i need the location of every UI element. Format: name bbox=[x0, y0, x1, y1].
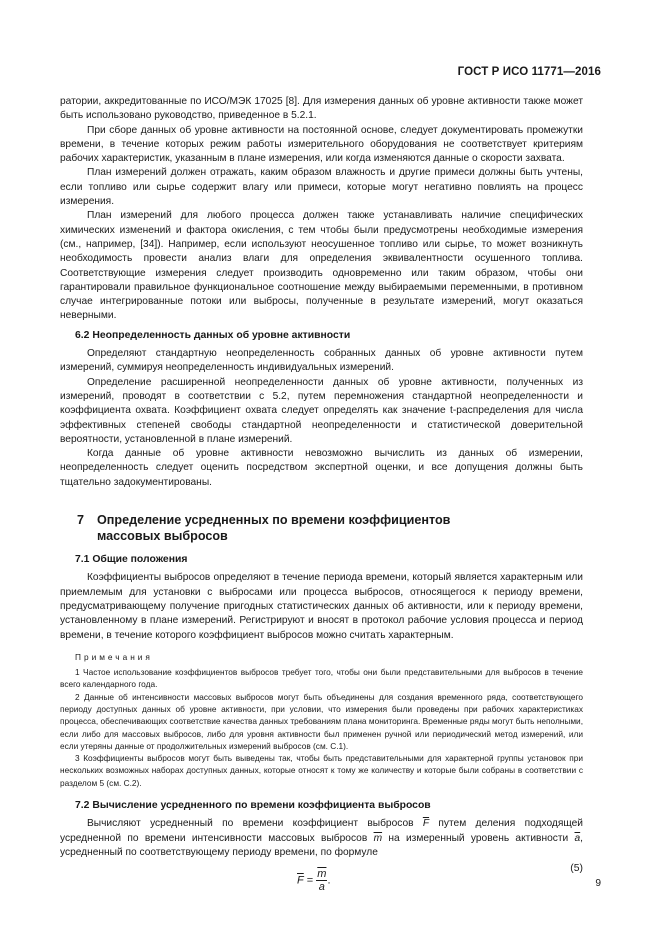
section-7-title-line2: массовых выбросов bbox=[97, 528, 228, 543]
symbol-F: $\overline{F}$ bbox=[422, 818, 430, 830]
formula-numerator: $\overline{m}$ bbox=[317, 868, 327, 881]
standard-header: ГОСТ Р ИСО 11771—2016 bbox=[457, 66, 601, 78]
body-paragraph: Коэффициенты выбросов определяют в течение периода времени, который является характерным или приемлемым для установки с выбросами или процесса выбросов, относящегося к периоду времени, предусматривающему получение пригодных статистических данных об активности, или к периоду времени, установленному в плане измерений. Регистрируют и вносят в протокол рабочие условия процесса и период времени, в течение которого коэффициент выбросов можно считать характерным. bbox=[60, 572, 583, 641]
notes-block bbox=[60, 651, 583, 789]
symbol-a: $\overline{a}$ bbox=[574, 832, 581, 844]
page-body bbox=[60, 95, 583, 896]
section-7-2-heading: 7.2 Вычисление усредненного по времени коэффициента выбросов bbox=[75, 800, 431, 812]
section-7-number: 7 bbox=[77, 513, 85, 528]
body-paragraph: Определяют стандартную неопределенность собранных данных об уровне активности путем измерений, суммируя неопределенность индивидуальных измерений. bbox=[60, 348, 583, 374]
formula-denominator: a bbox=[318, 881, 325, 894]
note-item: 3 Коэффициенты выбросов могут быть выведены так, чтобы быть представительными для характерной группы установок при нескольких возможных наборах доступных данных, которые относят к тому же количеству и которые были собраны в соответствии с разделом 5 (см. С.2). bbox=[60, 753, 583, 788]
formula-5 bbox=[60, 862, 583, 896]
formula-fraction bbox=[316, 868, 327, 893]
body-paragraph: Когда данные об уровне активности невозможно вычислить из данных об измерении, неопределенность следует оценить посредством экспертной оценки, и все допущения должны быть тщательно задокументированы. bbox=[60, 448, 583, 488]
notes-title: Примечания bbox=[75, 651, 153, 662]
section-7-title-line1: Определение усредненных по времени коэффициентов bbox=[97, 513, 451, 528]
section-6-2-heading: 6.2 Неопределенность данных об уровне активности bbox=[75, 329, 351, 341]
body-paragraph: При сборе данных об уровне активности на постоянной основе, следует документировать промежутки времени, в течение которых режим работы измерительного оборудования не соответствует критериям рабочих характеристик, указанным в плане измерения, или когда изменяются данные о скорости захвата. bbox=[60, 124, 583, 165]
formula-lhs: $\overline{F}$ bbox=[297, 874, 304, 887]
body-paragraph: ратории, аккредитованные по ИСО/МЭК 17025 [8]. Для измерения данных об уровне активности также может быть использовано руководство, приведенное в 5.2.1. bbox=[60, 96, 583, 122]
section-7-heading bbox=[77, 513, 583, 544]
note-item: 2 Данные об интенсивности массовых выбросов могут быть объединены для создания временного ряда, соответствующего периоду доступных данных об уровне активности, при условии, что измерения были проведены при рабочих характеристиках процесса, обеспечивающих соответствие качества данных требованиям плана мониторинга. Временные ряды могут быть неполными, если либо для массовых выбросов, либо для уровня активности был применен ручной или периодический метод измерений, или если утеряны данные от продолжительных измерений выбросов (см. С.1). bbox=[60, 691, 583, 751]
formula-number: (5) bbox=[570, 863, 583, 875]
body-paragraph: План измерений для любого процесса должен также устанавливать наличие специфических химических изменений и фактора окисления, с тем чтобы были предусмотрены необходимые измерения (см., например, [34]). Например, если используют неосушенное топливо или сырье, то может возникнуть необходимость провести анализ влаги для определения эквивалентности осушенного топлива. Соответствующие измерения следует производить одновременно или таким образом, чтобы они гарантировали правильное функциональное соотношение между выбираемыми переменными, в противном случае интегрированные потоки или выбросы, полученные в результате измерений, могут оказаться неверными. bbox=[60, 210, 583, 322]
symbol-m: $\overline{m}$ bbox=[373, 832, 383, 844]
note-item: 1 Частое использование коэффициентов выбросов требует того, чтобы они были представительными для выбросов в течение всего календарного года. bbox=[60, 667, 583, 690]
page-number: 9 bbox=[595, 878, 601, 889]
body-paragraph: Вычисляют усредненный по времени коэффициент выбросов $\overline{F}$ путем деления подходящей усредненной по времени интенсивности массовых выбросов $\overline{m}$ на измеренный уровень активности $\overline{a}$, усредненный по соответствующему периоду времени, по формуле bbox=[60, 818, 584, 858]
body-paragraph: Определение расширенной неопределенности данных об уровне активности, полученных из измерений, проводят в соответствии с 5.2, путем перемножения стандартной неопределенности и коэффициента охвата. Коэффициент охвата следует определять как значение t-распределения для числа эффективных степеней свободы стандартной неопределенности и статистической доверительной вероятности, установленной в плане измерений. bbox=[60, 376, 583, 445]
body-paragraph: План измерений должен отражать, каким образом влажность и другие примеси должны быть учтены, если топливо или сырье содержит влагу или примеси, которые могут негативно повлиять на процесс измерения. bbox=[60, 167, 583, 208]
formula-expression: $\overline{F}$ = $\frac{\overline{m}}{a}$ . bbox=[297, 868, 331, 894]
section-7-1-heading: 7.1 Общие положения bbox=[75, 554, 188, 566]
